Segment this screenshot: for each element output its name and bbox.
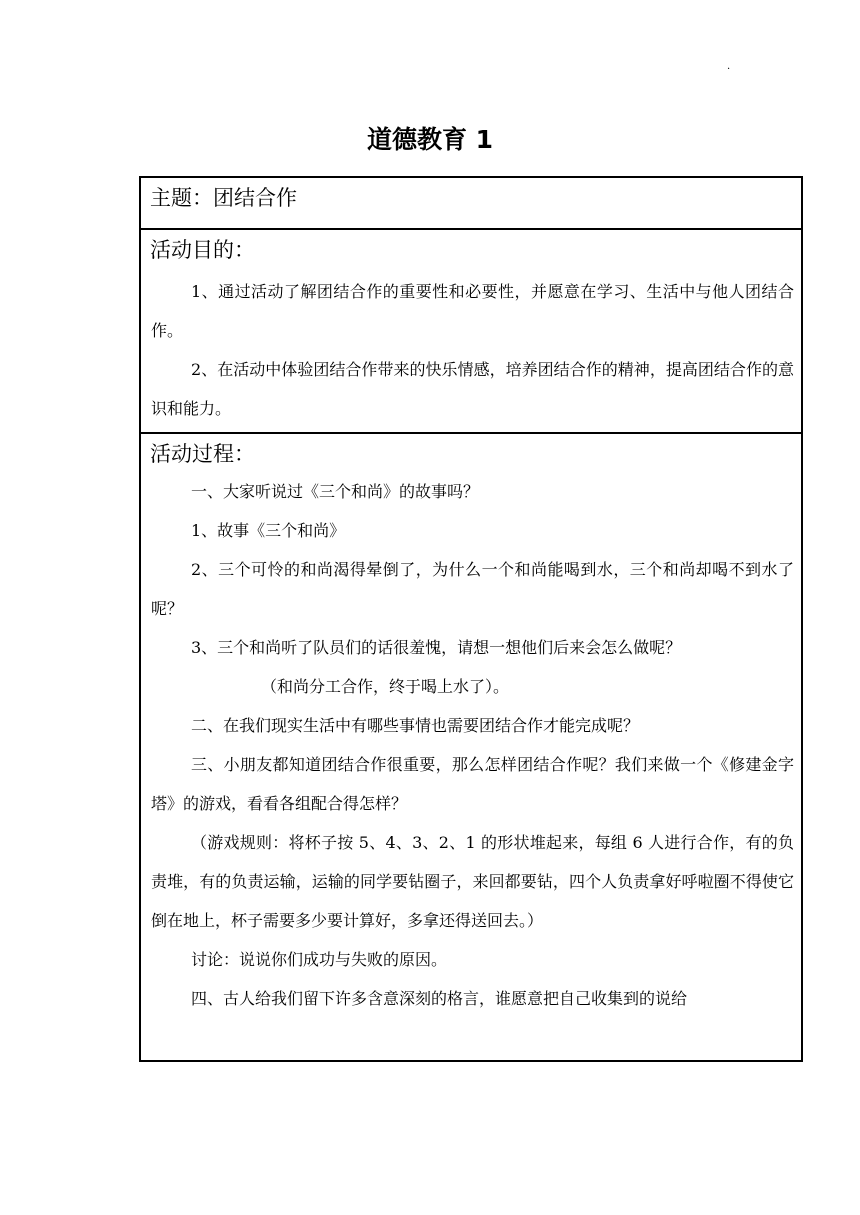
corner-dot-mark: . <box>727 61 731 72</box>
process-paragraph: 3、三个和尚听了队员们的话很羞愧，请想一想他们后来会怎么做呢？ <box>191 638 682 657</box>
purpose-body <box>141 268 801 428</box>
process-body <box>141 472 801 1018</box>
document-title: 道德教育 1 <box>366 125 494 154</box>
process-paragraph: （游戏规则：将杯子按 5、4、3、2、1 的形状堆起来，每组 6 人进行合作，有的负责堆，有的负责运输，运输的同学要钻圈子，来回都要钻，四个人负责拿好呼啦圈不得使它倒在地上，杯子需要多少要计算好，多拿还得送回去。） <box>151 833 794 930</box>
purpose-paragraph: 1、通过活动了解团结合作的重要性和必要性，并愿意在学习、生活中与他人团结合作。 <box>151 282 794 340</box>
purpose-row <box>141 228 801 432</box>
process-paragraph: 1、故事《三个和尚》 <box>191 521 346 540</box>
process-paragraph: 三、小朋友都知道团结合作很重要，那么怎样团结合作呢？我们来做一个《修建金字塔》的游戏，看看各组配合得怎样？ <box>151 755 794 813</box>
process-paragraph: 2、三个可怜的和尚渴得晕倒了，为什么一个和尚能喝到水，三个和尚却喝不到水了呢？ <box>151 560 794 618</box>
process-paragraph: 讨论：说说你们成功与失败的原因。 <box>191 950 448 969</box>
purpose-paragraph: 2、在活动中体验团结合作带来的快乐情感，培养团结合作的精神，提高团结合作的意识和能力。 <box>151 360 794 418</box>
purpose-heading: 活动目的： <box>150 238 255 262</box>
process-paragraph: 四、古人给我们留下许多含意深刻的格言，谁愿意把自己收集到的说给 <box>191 989 688 1008</box>
process-heading: 活动过程： <box>150 442 255 466</box>
process-paragraph: 一、大家听说过《三个和尚》的故事吗？ <box>191 482 480 501</box>
process-row <box>141 432 801 1060</box>
process-paragraph: （和尚分工合作，终于喝上水了）。 <box>261 677 510 696</box>
theme-row <box>141 178 801 228</box>
lesson-table <box>139 176 803 1062</box>
process-paragraph: 二、在我们现实生活中有哪些事情也需要团结合作才能完成呢？ <box>191 716 640 735</box>
theme-heading: 主题：团结合作 <box>150 186 297 210</box>
